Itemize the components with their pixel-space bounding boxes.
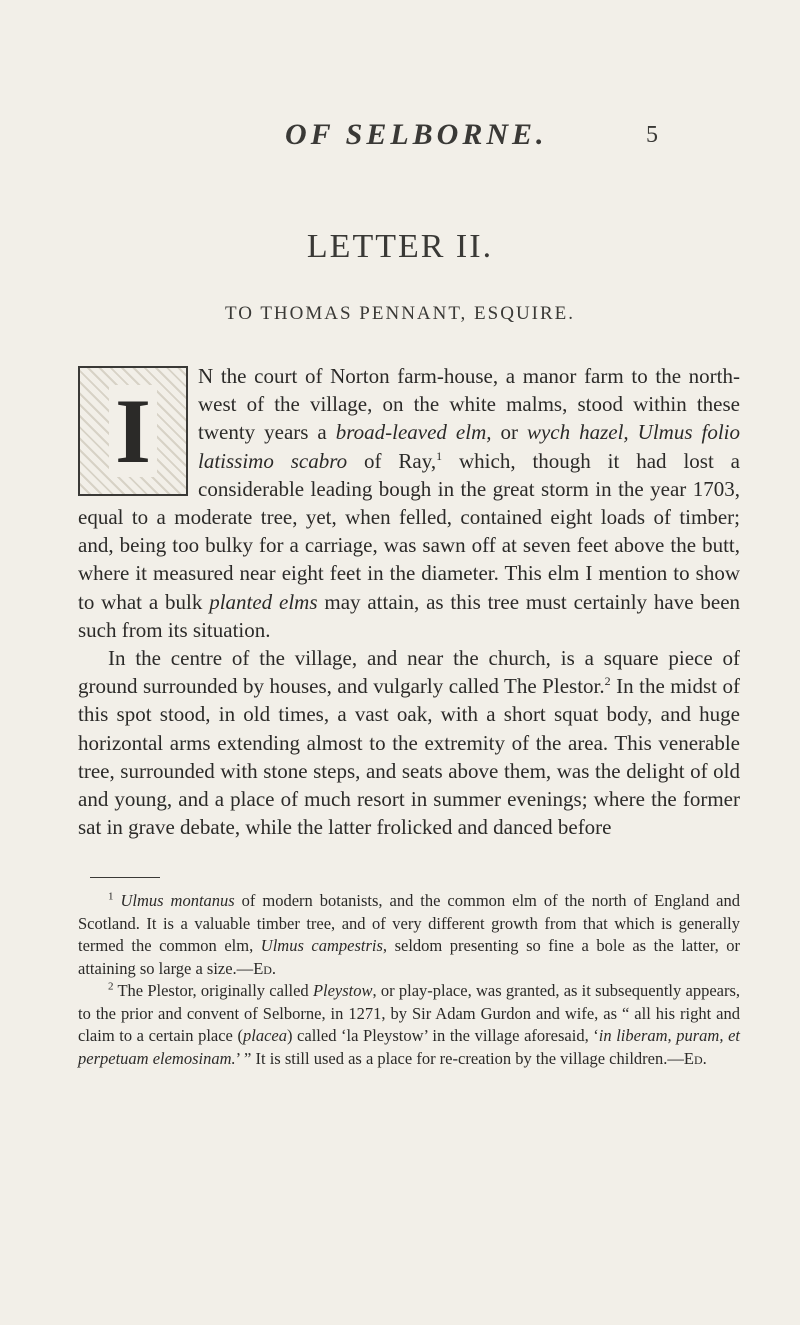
text-run: which, though it had lost a considerable leading bough in the great storm in the year 1703, equal to a moderate tree, yet, when felled, contained eight loads of timber; and, being too bulky for a carriage, was sawn off at seven feet above the butt, where it measured near eight feet in the diameter. This elm I mention to show to what a bulk [78,448,740,614]
addressee-line: TO THOMAS PENNANT, ESQUIRE. [224,303,576,324]
text-run: The Plestor, originally called [117,981,313,1000]
text-run: ) called ‘la Pleystow’ in the village aforesaid, ‘ [286,1026,599,1045]
text-run: , or play-place, was granted, as it subsequently appears, to the prior and convent of Selborne, in 1271, by Sir Adam Gurdon and wife, as “ all his right and claim to a certain place ( [78,981,741,1045]
footnote-1 [78,890,740,980]
footnotes [78,890,740,1070]
editor-mark: Ed. [683,1048,707,1068]
italic-run: in liberam, puram, et perpetuam elemosinam. [78,1026,740,1068]
editor-mark: Ed. [253,958,277,978]
italic-run: placea [242,1026,287,1045]
footnote-ref-1[interactable]: 1 [436,448,443,463]
page-number: 5 [646,122,658,148]
footnote-mark: 2 [108,980,114,993]
text-run: or [491,420,527,445]
footnote-2 [78,980,740,1070]
italic-run: Ulmus montanus [120,891,235,910]
running-title: OF SELBORNE. [285,118,548,151]
text-run: N the court of Norton farm-house, a manor farm to the north-west of the village, on the white malms, stood within these twenty years a [198,364,740,445]
footnote-ref-2[interactable]: 2 [604,674,611,689]
text-run: of modern botanists, and the common elm of the north of England and Scotland. It is a valuable timber tree, and of very different growth from that which is generally termed the common elm, [78,891,740,955]
drop-cap-letter: I [109,385,157,477]
italic-run: broad-leaved elm, [335,420,492,445]
text-run: , seldom presenting so fine a bole as the latter, or attaining so large a size.— [78,936,740,978]
italic-run: planted elms [209,589,318,614]
letter-heading: LETTER II. [306,228,494,265]
paragraph-2 [78,644,740,841]
text-run: of Ray, [347,448,437,473]
footnote-mark: 1 [108,890,114,903]
italic-run: Ulmus campestris [260,936,383,955]
text-run: In the centre of the village, and near the church, is a square piece of ground surrounded by houses, and vulgarly called The Plestor. [78,646,740,699]
italic-run: wych hazel, Ulmus folio latissimo scabro [198,420,740,473]
running-head [0,118,800,158]
footnote-divider [90,877,160,878]
text-run: ’ ” It is still used as a place for re-creation by the village children.— [235,1048,684,1068]
italic-run: Pleystow [312,981,373,1000]
body-text [78,362,740,841]
text-run: In the midst of this spot stood, in old times, a vast oak, with a short squat body, and huge horizontal arms extending almost to the extremity of the area. This venerable tree, surrounded with stone steps, and seats above them, was the delight of old and young, and a place of much resort in summer evenings; where the former sat in grave debate, while the latter frolicked and danced before [78,674,740,840]
text-run: may attain, as this tree must certainly have been such from its situation. [78,589,741,642]
ornamental-drop-cap [78,366,188,496]
